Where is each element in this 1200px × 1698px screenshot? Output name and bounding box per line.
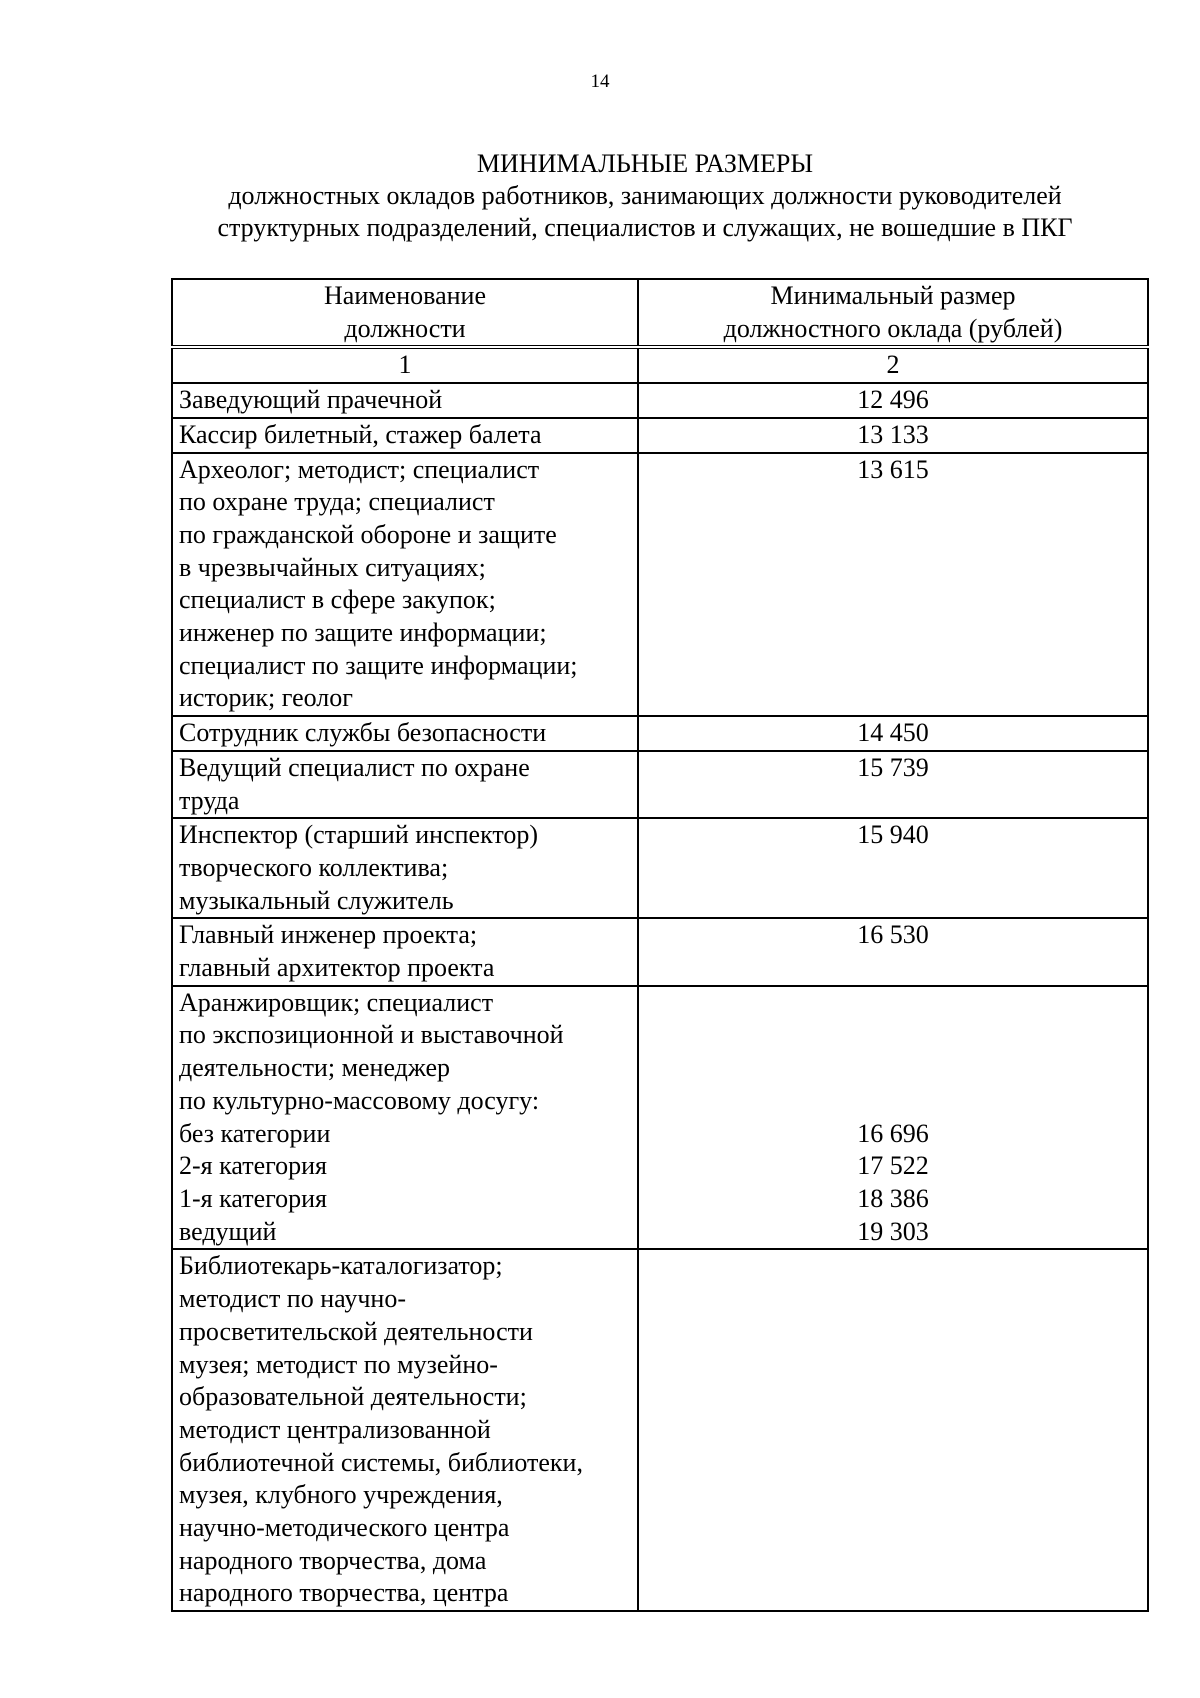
position-name-line: просветительской деятельности xyxy=(179,1316,533,1346)
salary-cell xyxy=(638,751,1148,818)
position-name-line: труда xyxy=(179,785,240,815)
position-name-cell xyxy=(172,383,638,418)
column-number-1: 1 xyxy=(172,347,638,383)
position-name-cell xyxy=(172,1249,638,1611)
salary-value: 17 522 xyxy=(857,1151,929,1181)
position-name-line: методист по научно- xyxy=(179,1284,407,1314)
position-name-line: творческого коллектива; xyxy=(179,852,449,882)
salary-value: 13 133 xyxy=(857,419,929,449)
position-name-line: музыкальный служитель xyxy=(179,885,454,915)
salary-value: 16 696 xyxy=(857,1118,929,1148)
position-name-cell xyxy=(172,418,638,453)
header-text-line: Наименование xyxy=(324,281,486,310)
position-name-line: музея, клубного учреждения, xyxy=(179,1480,503,1510)
position-name-line: Археолог; методист; специалист xyxy=(179,454,540,484)
position-name-line: инженер по защите информации; xyxy=(179,618,547,648)
salary-value: 15 940 xyxy=(857,820,929,850)
table-header-row xyxy=(172,279,1148,347)
salary-value: 14 450 xyxy=(857,718,929,748)
table-row xyxy=(172,986,1148,1250)
position-name-line: деятельности; менеджер xyxy=(179,1053,451,1083)
salary-value xyxy=(645,1019,1141,1052)
position-name-line: Главный инженер проекта; xyxy=(179,920,478,950)
salary-value: 16 530 xyxy=(857,920,929,950)
position-name-line: Ведущий специалист по охране xyxy=(179,752,530,782)
position-name-line: методист централизованной xyxy=(179,1414,491,1444)
table-row xyxy=(172,418,1148,453)
salary-value: 15 739 xyxy=(857,752,929,782)
position-name-line: Инспектор (старший инспектор) xyxy=(179,820,539,850)
position-name-cell xyxy=(172,918,638,985)
title-subline-2: структурных подразделений, специалистов и служащих, не вошедшие в ПКГ xyxy=(217,213,1073,242)
position-name-line: 1-я категория xyxy=(179,1183,328,1213)
salary-value: 19 303 xyxy=(857,1216,929,1246)
position-name-cell xyxy=(172,818,638,918)
position-name-line: по культурно-массовому досугу: xyxy=(179,1085,540,1115)
position-name-line: в чрезвычайных ситуациях; xyxy=(179,552,486,582)
salary-value xyxy=(645,1085,1141,1118)
position-name-line: научно-методического центра xyxy=(179,1513,510,1543)
table-row xyxy=(172,716,1148,751)
position-name-line: Библиотекарь-каталогизатор; xyxy=(179,1251,503,1281)
position-name-cell xyxy=(172,751,638,818)
position-name-line: главный архитектор проекта xyxy=(179,953,495,983)
position-name-line: специалист по защите информации; xyxy=(179,650,578,680)
column-number-2: 2 xyxy=(638,347,1148,383)
position-name-line: народного творчества, дома xyxy=(179,1545,487,1575)
salary-cell xyxy=(638,986,1148,1250)
salary-cell xyxy=(638,418,1148,453)
salary-value xyxy=(645,1052,1141,1085)
table-body xyxy=(172,347,1148,1611)
salary-cell xyxy=(638,383,1148,418)
table-row xyxy=(172,383,1148,418)
position-name-line: библиотечной системы, библиотеки, xyxy=(179,1447,583,1477)
position-name-line: Сотрудник службы безопасности xyxy=(179,718,547,748)
position-name-line: народного творчества, центра xyxy=(179,1578,509,1608)
table-row xyxy=(172,751,1148,818)
table-row xyxy=(172,818,1148,918)
position-name-line: Кассир билетный, стажер балета xyxy=(179,419,542,449)
document-title xyxy=(100,148,1190,244)
position-name-cell xyxy=(172,986,638,1250)
header-text-line: должности xyxy=(344,313,466,343)
header-min-salary xyxy=(638,279,1148,347)
position-name-cell xyxy=(172,716,638,751)
position-name-line: ведущий xyxy=(179,1216,277,1246)
salary-cell xyxy=(638,453,1148,717)
table-row xyxy=(172,1249,1148,1611)
position-name-line: 2-я категория xyxy=(179,1151,328,1181)
position-name-line: Аранжировщик; специалист xyxy=(179,987,494,1017)
page-number: 14 xyxy=(590,71,610,92)
header-text-line: должностного оклада (рублей) xyxy=(723,313,1063,343)
salary-value: 13 615 xyxy=(857,454,929,484)
position-name-line: без категории xyxy=(179,1118,331,1148)
salary-value: 18 386 xyxy=(857,1183,929,1213)
position-name-line: по гражданской обороне и защите xyxy=(179,519,557,549)
table-row xyxy=(172,918,1148,985)
salary-cell xyxy=(638,818,1148,918)
position-name-line: по экспозиционной и выставочной xyxy=(179,1020,564,1050)
salary-value xyxy=(645,987,1141,1020)
salary-cell xyxy=(638,716,1148,751)
header-position-name xyxy=(172,279,638,347)
header-text-line: Минимальный размер xyxy=(770,281,1016,310)
position-name-line: специалист в сфере закупок; xyxy=(179,585,496,615)
salary-table xyxy=(171,278,1149,1612)
position-name-cell xyxy=(172,453,638,717)
position-name-line: по охране труда; специалист xyxy=(179,487,495,517)
column-number-row xyxy=(172,347,1148,383)
position-name-line: образовательной деятельности; xyxy=(179,1382,527,1412)
table-row xyxy=(172,453,1148,717)
position-name-line: Заведующий прачечной xyxy=(179,385,443,415)
title-subline-1: должностных окладов работников, занимающих должности руководителей xyxy=(228,181,1062,210)
title-heading: МИНИМАЛЬНЫЕ РАЗМЕРЫ xyxy=(476,149,814,178)
position-name-line: историк; геолог xyxy=(179,683,353,713)
salary-cell xyxy=(638,1249,1148,1611)
salary-cell xyxy=(638,918,1148,985)
position-name-line: музея; методист по музейно- xyxy=(179,1349,498,1379)
salary-value: 12 496 xyxy=(857,385,929,415)
